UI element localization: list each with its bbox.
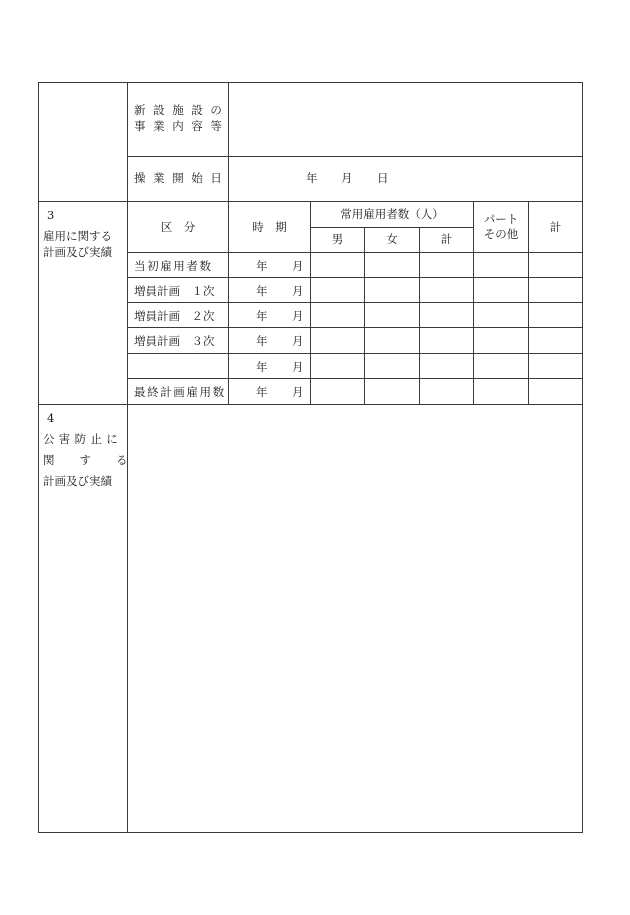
header-subtotal: 計 — [440, 232, 453, 246]
header-total: 計 — [549, 220, 562, 234]
start-date-year: 年 — [306, 171, 318, 185]
header-part-time-1: パート — [483, 212, 519, 226]
row-month: 月 — [292, 259, 304, 273]
row-divider — [127, 277, 583, 278]
row-divider — [127, 353, 583, 354]
header-female: 女 — [386, 232, 398, 246]
header-regular-employees: 常用雇用者数（人） — [340, 207, 444, 221]
start-date-month: 月 — [341, 171, 353, 185]
row-year: 年 — [256, 284, 268, 298]
row-year: 年 — [256, 360, 268, 374]
row-category: 最終計画雇用数 — [134, 385, 226, 399]
row-category: 増員計画 ２次 — [134, 309, 215, 323]
facility-label-line2: 事業内容等 — [134, 119, 230, 133]
row-year: 年 — [256, 259, 268, 273]
header-period: 時 期 — [252, 220, 287, 234]
row-year: 年 — [256, 334, 268, 348]
start-date-label: 操業開始日 — [134, 171, 230, 185]
header-part-time-2: その他 — [483, 227, 519, 241]
header-male: 男 — [331, 232, 344, 246]
pollution-title-2: 関する — [43, 453, 153, 467]
pollution-title-3: 計画及び実績 — [43, 474, 112, 488]
header-category: 区 分 — [160, 220, 196, 234]
pollution-title-1: 公害防止に — [43, 432, 122, 446]
pollution-section-number: 4 — [47, 411, 55, 425]
start-date-field[interactable] — [229, 157, 582, 201]
row-category: 増員計画 １次 — [134, 284, 215, 298]
row-month: 月 — [292, 385, 304, 399]
row-divider — [127, 378, 583, 379]
employment-section-number: 3 — [47, 208, 55, 222]
border-bottom — [38, 832, 583, 833]
employment-section-title-2: 計画及び実績 — [43, 245, 112, 259]
divider-table-header — [127, 252, 583, 253]
facility-content-field[interactable] — [229, 83, 582, 156]
row-month: 月 — [292, 284, 304, 298]
row-year: 年 — [256, 385, 268, 399]
row-divider — [127, 302, 583, 303]
row-category: 当初雇用者数 — [134, 259, 213, 273]
row-month: 月 — [292, 360, 304, 374]
facility-label-line1 — [134, 103, 230, 118]
pollution-plan-field[interactable] — [128, 405, 582, 832]
border-left — [38, 82, 39, 833]
divider-regular-header — [310, 227, 473, 228]
row-divider — [127, 327, 583, 328]
row-month: 月 — [292, 309, 304, 323]
male-divider — [364, 227, 365, 404]
start-date-day: 日 — [377, 171, 389, 185]
row-year: 年 — [256, 309, 268, 323]
female-divider — [419, 227, 420, 404]
employment-section-title-1: 雇用に関する — [43, 229, 112, 243]
row-month: 月 — [292, 334, 304, 348]
facility-label-text: 新設施設の — [134, 103, 230, 117]
border-right — [582, 82, 583, 833]
row-category: 増員計画 ３次 — [134, 334, 215, 348]
